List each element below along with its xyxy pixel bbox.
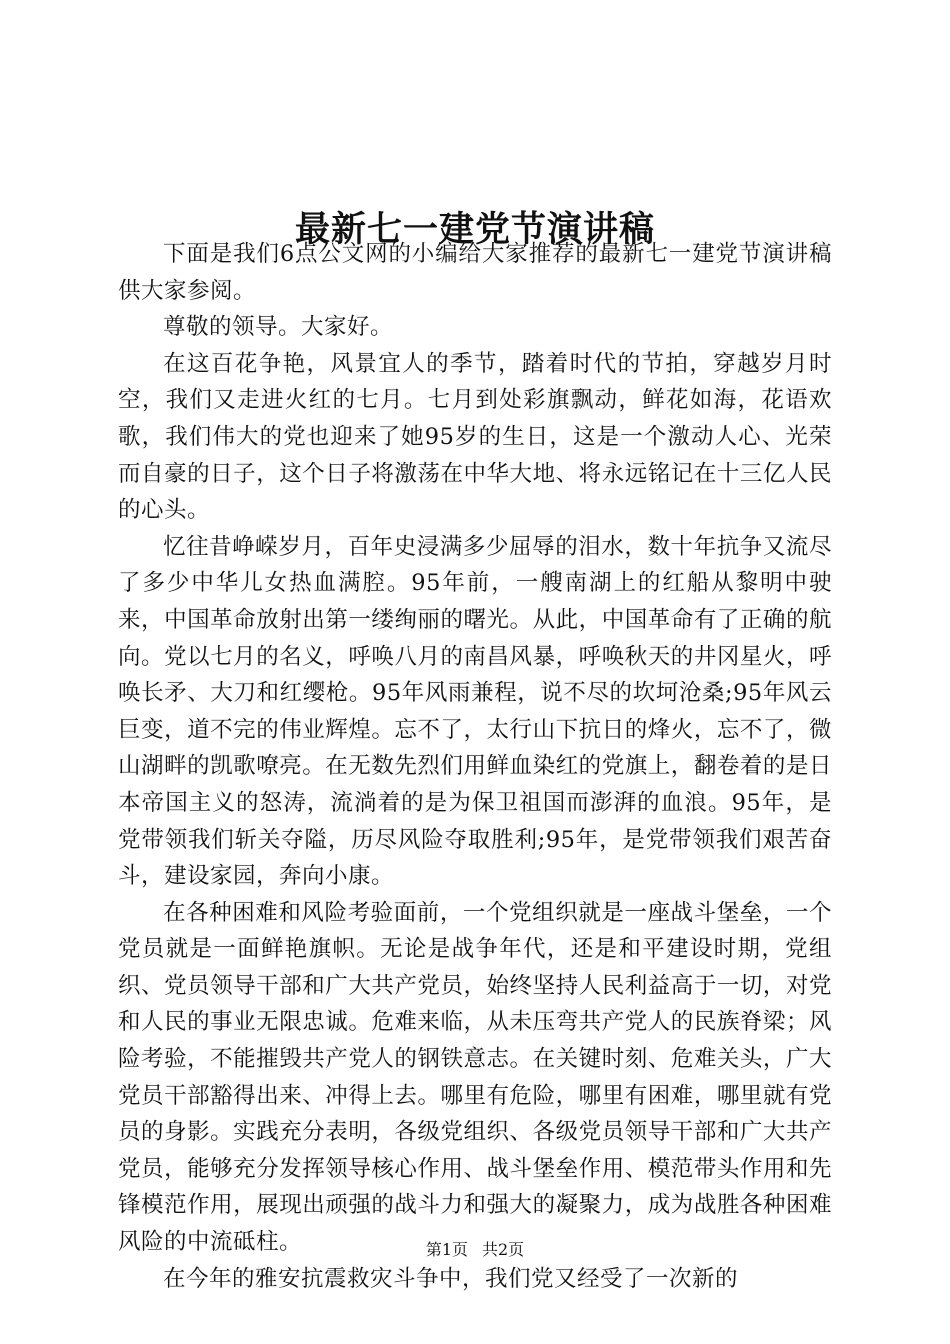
paragraph-history: 忆往昔峥嵘岁月，百年史浸满多少屈辱的泪水，数十年抗争又流尽了多少中华儿女热血满腔。95年前，一艘南湖上的红船从黎明中驶来，中国革命放射出第一缕绚丽的曙光。从此，中国革命有了正确的航向。党以七月的名义，呼唤八月的南昌风暴，呼唤秋天的井冈星火，呼唤长矛、大刀和红缨枪。95年风雨兼程，说不尽的坎坷沧桑;95年风云巨变，道不完的伟业辉煌。忘不了，太行山下抗日的烽火，忘不了，微山湖畔的凯歌嘹亮。在无数先烈们用鲜血染红的党旗上，翻卷着的是日本帝国主义的怒涛，流淌着的是为保卫祖国而澎湃的血浪。95年，是党带领我们斩关夺隘，历尽风险夺取胜利;95年，是党带领我们艰苦奋斗，建设家园，奔向小康。 (118, 533, 832, 890)
page-number: 第1页 (425, 1240, 468, 1259)
page-footer (0, 1238, 950, 1262)
paragraph-intro: 下面是我们6点公文网的小编给大家推荐的最新七一建党节演讲稿供大家参阅。 (118, 241, 832, 304)
paragraph-challenges: 在各种困难和风险考验面前，一个党组织就是一座战斗堡垒，一个党员就是一面鲜艳旗帜。无论是战争年代，还是和平建设时期，党组织、党员领导干部和广大共产党员，始终坚持人民利益高于一切，对党和人民的事业无限忠诚。危难来临，从未压弯共产党人的民族脊梁；风险考验，不能摧毁共产党人的钢铁意志。在关键时刻、危难关头，广大党员干部豁得出来、冲得上去。哪里有危险，哪里有困难，哪里就有党员的身影。实践充分表明，各级党组织、各级党员领导干部和广大共产党员，能够充分发挥领导核心作用、战斗堡垒作用、模范带头作用和先锋模范作用，展现出顽强的战斗力和强大的凝聚力，成为战胜各种困难风险的中流砥柱。 (118, 899, 832, 1256)
document-title: 最新七一建党节演讲稿 (294, 209, 655, 251)
document-body (118, 236, 832, 1297)
paragraph-greeting: 尊敬的领导。大家好。 (163, 314, 394, 341)
paragraph-yaan: 在今年的雅安抗震救灾斗争中，我们党又经受了一次新的 (163, 1265, 739, 1292)
page-total: 共2页 (482, 1240, 525, 1259)
paragraph-season: 在这百花争艳，风景宜人的季节，踏着时代的节拍，穿越岁月时空，我们又走进火红的七月。七月到处彩旗飘动，鲜花如海，花语欢歌，我们伟大的党也迎来了她95岁的生日，这是一个激动人心、光荣而自豪的日子，这个日子将激荡在中华大地、将永远铭记在十三亿人民的心头。 (118, 350, 832, 524)
